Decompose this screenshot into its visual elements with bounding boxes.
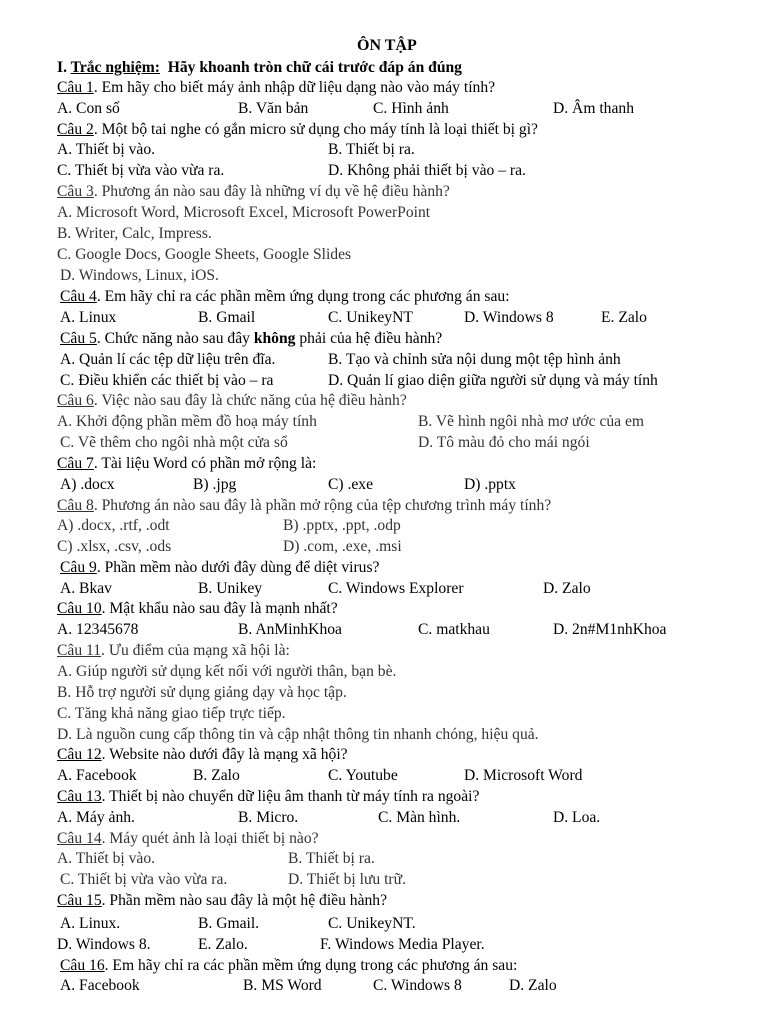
q12-option-c: C. Youtube [328,767,398,784]
question-1 [57,78,495,98]
question-text: . Một bộ tai nghe có gắn micro sử dụng cho máy tính là loại thiết bị gì? [93,121,538,138]
page-title: ÔN TẬP [357,37,417,54]
q3-option-a: A. Microsoft Word, Microsoft Excel, Microsoft PowerPoint [57,204,431,221]
q5-option-b: B. Tạo và chỉnh sửa nội dung một tệp hình ảnh [328,351,621,368]
q15-option-b: B. Gmail. [198,915,260,932]
question-text: . Thiết bị nào chuyển dữ liệu âm thanh từ máy tính ra ngoài? [101,788,480,805]
question-text: . Ưu điểm của mạng xã hội là: [101,642,290,659]
q13-option-b: B. Micro. [238,809,299,826]
question-text-end: phải của hệ điều hành? [295,330,443,347]
question-text: . Phần mềm nào dưới đây dùng để diệt virus? [96,559,380,576]
question-2 [57,120,538,140]
q12-option-a: A. Facebook [57,767,137,784]
question-label: Câu 8 [57,497,94,514]
question-label: Câu 4 [60,288,97,305]
q7-option-a: A) .docx [60,476,115,493]
q4-option-b: B. Gmail [198,309,256,326]
q14-option-c: C. Thiết bị vừa vào vừa ra. [60,871,228,888]
q1-option-b: B. Văn bản [238,100,309,117]
section-heading [57,58,462,78]
question-label: Câu 10 [57,600,102,617]
question-text: . Em hãy chỉ ra các phần mềm ứng dụng trong các phương án sau: [104,957,518,974]
q15-option-d: D. Windows 8. [57,936,151,953]
q9-option-b: B. Unikey [198,580,263,597]
q13-option-a: A. Máy ảnh. [57,809,135,826]
q1-option-d: D. Âm thanh [553,100,634,117]
q16-option-a: A. Facebook [60,977,140,994]
q15-option-f: F. Windows Media Player. [320,936,485,953]
q8-option-c: C) .xlsx, .csv, .ods [57,538,172,555]
q9-option-a: A. Bkav [60,580,112,597]
q14-option-a: A. Thiết bị vào. [57,850,156,867]
q1-option-a: A. Con số [57,100,120,117]
q4-option-d: D. Windows 8 [464,309,554,326]
question-16 [60,956,517,976]
question-4 [60,287,510,307]
q4-option-a: A. Linux [60,309,117,326]
question-label: Câu 2 [57,121,94,138]
q11-option-b: B. Hỗ trợ người sử dụng giảng dạy và học tập. [57,684,347,701]
question-text: . Việc nào sau đây là chức năng của hệ điều hành? [93,392,407,409]
question-label: Câu 1 [57,79,94,96]
question-text: . Website nào dưới đây là mạng xã hội? [101,746,348,763]
q10-option-d: D. 2n#M1nhKhoa [553,621,667,638]
question-5 [60,329,442,349]
q16-option-b: B. MS Word [243,977,322,994]
question-13 [57,787,479,807]
question-label: Câu 14 [57,830,102,847]
section-name: Trắc nghiệm: [70,59,160,76]
question-14 [57,829,319,849]
question-3 [57,182,450,202]
question-text: . Phương án nào sau đây là phần mở rộng của tệp chương trình máy tính? [93,497,552,514]
q16-option-c: C. Windows 8 [373,977,462,994]
q3-option-b: B. Writer, Calc, Impress. [57,225,212,242]
q5-option-d: D. Quản lí giao diện giữa người sử dụng và máy tính [328,372,658,389]
q3-option-d: D. Windows, Linux, iOS. [60,267,219,284]
q2-option-c: C. Thiết bị vừa vào vừa ra. [57,162,225,179]
q5-option-c: C. Điều khiển các thiết bị vào – ra [60,372,274,389]
question-text: . Mật khẩu nào sau đây là mạnh nhất? [101,600,338,617]
q4-option-e: E. Zalo [601,309,647,326]
question-9 [60,558,379,578]
question-label: Câu 11 [57,642,102,659]
question-text: . Em hãy chỉ ra các phần mềm ứng dụng trong các phương án sau: [96,288,510,305]
q11-option-a: A. Giúp người sử dụng kết nối với người thân, bạn bè. [57,663,397,680]
question-label: Câu 12 [57,746,102,763]
q10-option-c: C. matkhau [418,621,490,638]
q11-option-d: D. Là nguồn cung cấp thông tin và cập nhật thông tin nhanh chóng, hiệu quả. [57,726,539,743]
q7-option-d: D) .pptx [464,476,516,493]
q15-option-a: A. Linux. [60,915,121,932]
q10-option-a: A. 12345678 [57,621,139,638]
q13-option-d: D. Loa. [553,809,601,826]
q14-option-b: B. Thiết bị ra. [288,850,375,867]
q12-option-b: B. Zalo [193,767,240,784]
question-text: . Máy quét ảnh là loại thiết bị nào? [101,830,319,847]
q13-option-c: C. Màn hình. [378,809,461,826]
question-10 [57,599,338,619]
question-emphasis: không [253,330,296,347]
q4-option-c: C. UnikeyNT [328,309,413,326]
q15-option-e: E. Zalo. [198,936,248,953]
question-label: Câu 7 [57,455,94,472]
question-text: . Phương án nào sau đây là những ví dụ về hệ điều hành? [93,183,450,200]
q7-option-b: B) .jpg [193,476,237,493]
q8-option-d: D) .com, .exe, .msi [283,538,402,555]
q8-option-b: B) .pptx, .ppt, .odp [283,517,401,534]
q14-option-d: D. Thiết bị lưu trữ. [288,871,406,888]
q1-option-c: C. Hình ảnh [373,100,449,117]
question-6 [57,391,407,411]
question-text: . Tài liệu Word có phần mở rộng là: [93,455,317,472]
question-label: Câu 3 [57,183,94,200]
q5-option-a: A. Quản lí các tệp dữ liệu trên đĩa. [60,351,276,368]
question-label: Câu 16 [60,957,105,974]
q3-option-c: C. Google Docs, Google Sheets, Google Slides [57,246,352,263]
q10-option-b: B. AnMinhKhoa [238,621,342,638]
q6-option-b: B. Vẽ hình ngôi nhà mơ ước của em [418,413,645,430]
q9-option-d: D. Zalo [543,580,591,597]
question-15 [57,891,387,911]
question-label: Câu 9 [60,559,97,576]
question-8 [57,496,551,516]
question-11 [57,641,290,661]
q8-option-a: A) .docx, .rtf, .odt [57,517,170,534]
q2-option-a: A. Thiết bị vào. [57,141,156,158]
q15-option-c: C. UnikeyNT. [328,915,416,932]
question-label: Câu 13 [57,788,102,805]
question-text: . Em hãy cho biết máy ảnh nhập dữ liệu dạng nào vào máy tính? [93,79,496,96]
q7-option-c: C) .exe [328,476,374,493]
q11-option-c: C. Tăng khả năng giao tiếp trực tiếp. [57,705,286,722]
q9-option-c: C. Windows Explorer [328,580,464,597]
section-roman: I. [57,59,67,76]
q2-option-b: B. Thiết bị ra. [328,141,415,158]
q12-option-d: D. Microsoft Word [464,767,583,784]
q16-option-d: D. Zalo [509,977,557,994]
question-text: . Chức năng nào sau đây [96,330,254,347]
q6-option-d: D. Tô màu đỏ cho mái ngói [418,434,590,451]
question-text: . Phần mềm nào sau đây là một hệ điều hành? [101,892,388,909]
question-7 [57,454,316,474]
q6-option-a: A. Khởi động phần mềm đồ hoạ máy tính [57,413,317,430]
q6-option-c: C. Vẽ thêm cho ngôi nhà một cửa sổ [60,434,288,451]
q2-option-d: D. Không phải thiết bị vào – ra. [328,162,526,179]
question-label: Câu 6 [57,392,94,409]
question-12 [57,745,348,765]
section-instruction: Hãy khoanh tròn chữ cái trước đáp án đúng [167,59,462,76]
question-label: Câu 5 [60,330,97,347]
question-label: Câu 15 [57,892,102,909]
